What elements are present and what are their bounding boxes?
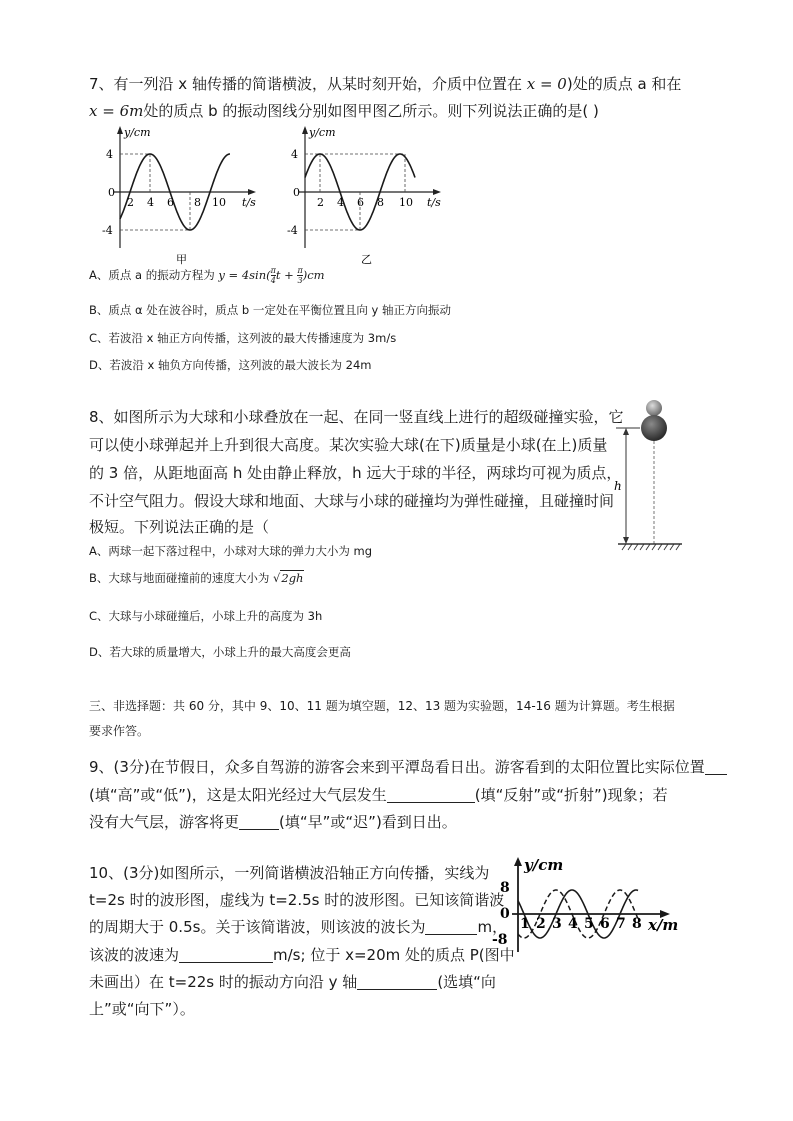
q7-option-c: C、若波沿 x 轴正方向传播，这列波的最大传播速度为 3m/s [89,331,397,345]
xtick-5: 5 [584,916,594,932]
q7-option-d: D、若波沿 x 轴负方向传播，这列波的最大波长为 24m [89,358,372,372]
caption-yi: 乙 [361,253,372,266]
q8-line-1: 8、如图所示为大球和小球叠放在一起、在同一竖直线上进行的超级碰撞实验，它 [89,408,624,426]
large-ball [641,415,667,441]
height-arrow-down [623,537,629,544]
xtick-4: 4 [568,916,578,932]
height-arrow-up [623,428,629,435]
vibration-graph-yi [285,122,455,267]
q9-line-1 [89,756,727,778]
q8-line-2: 可以使小球弹起并上升到很大高度。某次实验大球(在下)质量是小球(在上)质量 [89,436,608,454]
q7-option-b: B、质点 α 处在波谷时，质点 b 一定处在平衡位置且向 y 轴正方向振动 [89,303,452,317]
xtick-1: 1 [520,916,530,932]
q9-blank-3[interactable] [239,813,279,830]
xtick-2: 2 [127,196,134,209]
section3-line-2: 要求作答。 [89,724,150,738]
ball-drop-diagram [608,398,688,553]
q9-line-2 [89,784,668,806]
q7-math-x6: x = 6m [89,102,144,120]
q10-line-1: 10、(3分)如图所示，一列简谐横波沿轴正方向传播，实线为 [89,864,490,882]
q10-figure-wave [488,852,678,962]
q9-blank-1[interactable] [705,758,727,775]
q10-text-3b: m， [477,918,508,936]
q7-text-1c: )处的质点 a 和在 [566,75,682,93]
q9-line-3 [89,811,457,833]
y-axis-label: y/cm [309,126,336,139]
q10-blank-speed[interactable] [179,946,273,963]
q9-text-2a: (填“高”或“低”)，这是太阳光经过大气层发生 [89,786,387,804]
ground-hatch [622,544,680,550]
q9-text-2b: (填“反射”或“折射”)现象；若 [474,786,668,804]
vibration-graph-jia [100,122,270,267]
q9-text-3b: (填“早”或“迟”)看到日出。 [279,813,457,831]
q10-text-5a: 未画出）在 t=22s 时的振动方向沿 y 轴 [89,973,358,991]
q7-frac-pi-3: $\frac{\pi}{3}$ [297,266,303,285]
xtick-8: 8 [632,916,642,932]
q7-figure-jia [100,122,270,267]
caption-jia: 甲 [176,253,187,266]
q7-line-2 [89,100,599,122]
xtick-4: 4 [337,196,344,209]
q10-blank-wavelength[interactable] [425,918,477,935]
q10-text-3a: 的周期大于 0.5s。关于该简谐波，则该波的波长为 [89,918,426,936]
xtick-2: 2 [317,196,324,209]
x-axis-label: t/s [242,196,256,209]
q10-text-4b: m/s; 位于 x=20m 处的质点 P(图中 [273,946,515,964]
y-axis-label: y/cm [124,126,151,139]
ytick-4: 4 [291,148,298,161]
q8-figure-balls [608,398,688,553]
xtick-6: 6 [167,196,174,209]
x-axis-arrow [433,189,441,195]
y-axis-arrow [514,857,522,866]
xtick-7: 7 [616,916,626,932]
q7-option-a-eq: y = 4sin( [218,268,271,282]
xtick-4: 4 [147,196,154,209]
q7-option-a-text: A、质点 a 的振动方程为 [89,268,219,282]
xtick-10: 10 [399,196,413,209]
q9-text-1: 9、(3分)在节假日，众多自驾游的游客会来到平潭岛看日出。游客看到的太阳位置比实际位置 [89,758,705,776]
x-axis-label: x/m [648,916,678,934]
x-tick-labels [520,916,642,932]
ytick-4: 4 [106,148,113,161]
q9-blank-2[interactable] [387,786,475,803]
q7-text-2b: 处的质点 b 的振动图线分别如图甲图乙所示。则下列说法正确的是( ) [143,102,599,120]
q8-line-5: 极短。下列说法正确的是（ [89,518,270,536]
y-axis-label: y/cm [524,856,564,874]
q8-sqrt-2gh: √2gh [273,571,304,585]
q10-line-2: t=2s 时的波形图，虚线为 t=2.5s 时的波形图。已知该简谐波 [89,891,505,909]
q10-line-6: 上”或“向下”）。 [89,1000,195,1018]
q8-line-4: 不计空气阻力。假设大球和地面、大球与小球的碰撞均为弹性碰撞，且碰撞时间 [89,492,615,510]
ytick-0: 0 [500,906,510,922]
q10-text-5b: (选填“向 [437,973,496,991]
y-axis-arrow [302,126,308,134]
ytick-0: 0 [108,186,115,199]
q10-line-3 [89,916,507,938]
q7-figure-yi [285,122,455,267]
xtick-2: 2 [536,916,546,932]
section3-line-1: 三、非选择题：共 60 分，其中 9、10、11 题为填空题，12、13 题为实验题，14-16 题为计算题。考生根据 [89,699,675,713]
q8-option-b [89,570,304,586]
small-ball [646,400,662,416]
ytick-8: 8 [500,880,510,896]
xtick-10: 10 [212,196,226,209]
q9-text-3a: 没有大气层，游客将更 [89,813,240,831]
xtick-8: 8 [377,196,384,209]
xtick-3: 3 [552,916,562,932]
x-axis-arrow [248,189,256,195]
ytick-neg4: -4 [287,224,298,237]
ytick-neg8: -8 [492,932,508,948]
ytick-neg4: -4 [102,224,113,237]
height-label: h [614,479,622,493]
q10-blank-direction[interactable] [357,973,437,990]
ytick-0: 0 [293,186,300,199]
waveform-graph [488,852,678,962]
q10-line-5 [89,971,496,993]
x-axis-label: t/s [427,196,441,209]
q7-frac-pi-4: $\frac{\pi}{4}$ [270,266,276,285]
q7-text-1a: 7、有一列沿 x 轴传播的简谐横波，从某时刻开始，介质中位置在 [89,75,527,93]
q8-line-3: 的 3 倍，从距地面高 h 处由静止释放，h 远大于球的半径，两球均可视为质点， [89,464,622,482]
q7-line-1 [89,73,681,95]
xtick-6: 6 [600,916,610,932]
q8-option-d: D、若大球的质量增大，小球上升的最大高度会更高 [89,645,351,659]
xtick-6: 6 [357,196,364,209]
y-axis-arrow [117,126,123,134]
q8-option-a: A、两球一起下落过程中，小球对大球的弹力大小为 mg [89,544,373,558]
q8-option-c: C、大球与小球碰撞后，小球上升的高度为 3h [89,609,323,623]
q7-option-a: A、质点 a 的振动方程为 y = 4sin( $\frac{\pi}{4}$ t + $\frac{\pi}{3}$ )cm [89,266,325,285]
q7-math-x0: x = 0 [526,75,567,93]
q10-line-4 [89,944,515,966]
xtick-8: 8 [194,196,201,209]
q8-option-b-text: B、大球与地面碰撞前的速度大小为 [89,571,274,585]
q10-text-4a: 该波的波速为 [89,946,180,964]
